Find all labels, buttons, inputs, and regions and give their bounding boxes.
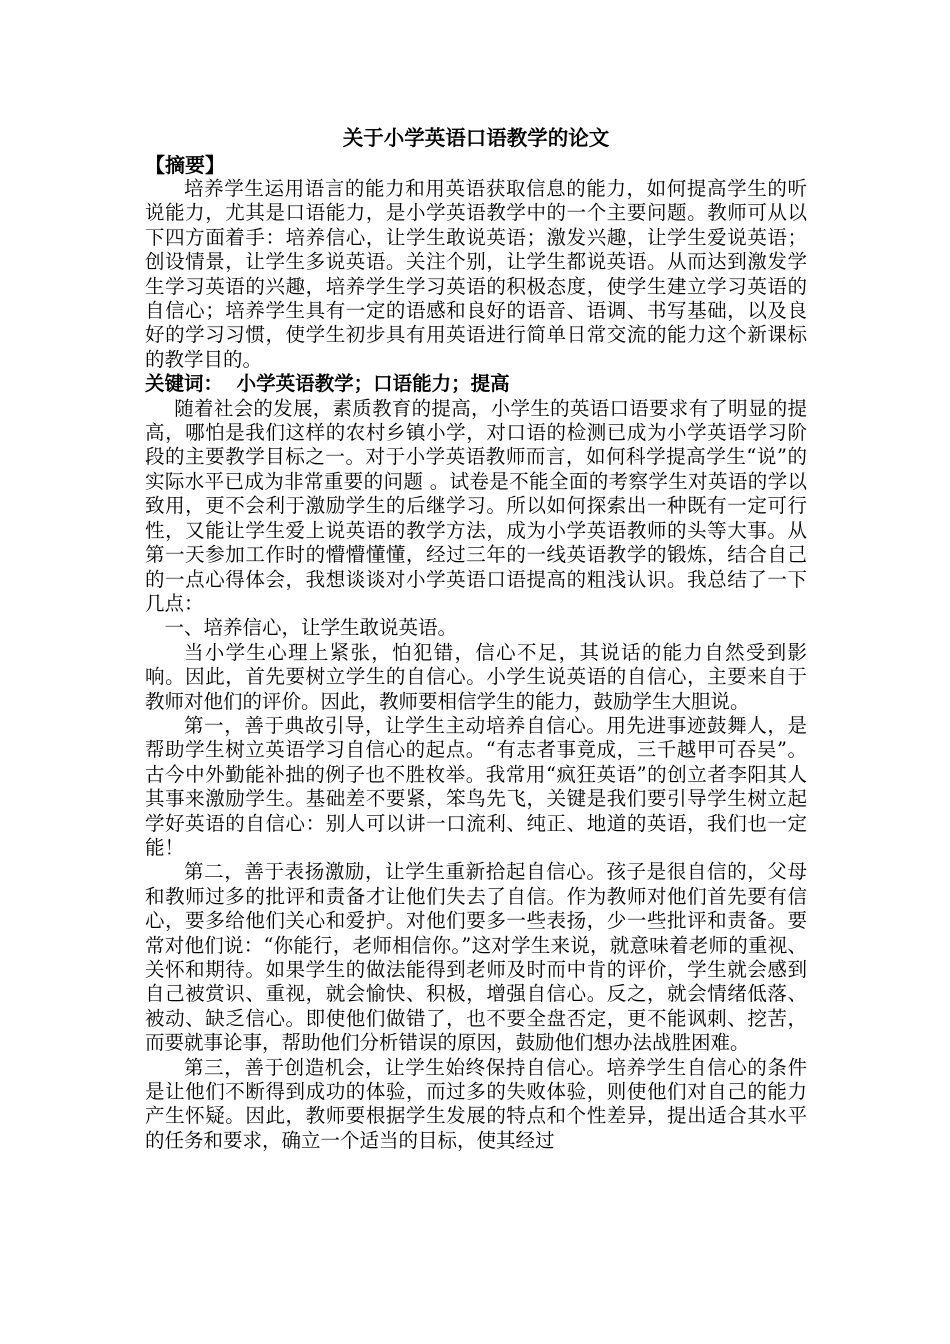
- document-title: 关于小学英语口语教学的论文: [342, 126, 610, 150]
- section-heading-1: 一、培养信心，让学生敢说英语。: [164, 616, 458, 640]
- point-1-paragraph: 第一，善于典故引导，让学生主动培养自信心。用先进事迹鼓舞人，是帮助学生树立英语学习自信心的起点。“有志者事竟成，三千越甲可吞吴”。古今中外勤能补拙的例子也不胜枚举。我常用“疯狂英语”的创立者李阳其人其事来激励学生。基础差不要紧，笨鸟先飞，关键是我们要引导学生树立起学好英语的自信心：别人可以讲一口流利、纯正、地道的英语，我们也一定能！: [145, 713, 807, 859]
- abstract-paragraph: 培养学生运用语言的能力和用英语获取信息的能力，如何提高学生的听说能力，尤其是口语能力，是小学英语教学中的一个主要问题。教师可从以下四方面着手：培养信心，让学生敢说英语；激发兴趣，让学生爱说英语；创设情景，让学生多说英语。关注个别，让学生都说英语。从而达到激发学生学习英语的兴趣，培养学生学习英语的积极态度，使学生建立学习英语的自信心；培养学生具有一定的语感和良好的语音、语调、书写基础，以及良好的学习习惯，使学生初步具有用英语进行简单日常交流的能力这个新课标的教学目的。: [145, 177, 807, 371]
- document-body: [145, 123, 807, 1153]
- keywords-line: [145, 372, 807, 396]
- point-3-paragraph: 第三，善于创造机会，让学生始终保持自信心。培养学生自信心的条件是让他们不断得到成功的体验，而过多的失败体验，则使他们对自己的能力产生怀疑。因此，教师要根据学生发展的特点和个性差异，提出适合其水平的任务和要求，确立一个适当的目标，使其经过: [145, 1055, 807, 1152]
- keywords-value: 小学英语教学；口语能力；提高: [236, 372, 510, 396]
- abstract-heading: 【摘要】: [145, 153, 225, 177]
- keywords-label: 关键词：: [145, 372, 224, 396]
- point-2-paragraph: 第二，善于表扬激励，让学生重新拾起自信心。孩子是很自信的，父母和教师过多的批评和责备才让他们失去了自信。作为教师对他们首先要有信心，要多给他们关心和爱护。对他们要多一些表扬，少一些批评和责备。要常对他们说：“你能行，老师相信你。”这对学生来说，就意味着老师的重视、关怀和期待。如果学生的做法能得到老师及时而中肯的评价，学生就会感到自己被赏识、重视，就会愉快、积极，增强自信心。反之，就会情绪低落、被动、缺乏信心。即使他们做错了，也不要全盘否定，更不能讽刺、挖苦，而要就事论事，帮助他们分析错误的原因，鼓励他们想办法战胜困难。: [145, 860, 807, 1055]
- intro-paragraph: 随着社会的发展，素质教育的提高，小学生的英语口语要求有了明显的提高，哪怕是我们这样的农村乡镇小学，对口语的检测已成为小学英语学习阶段的主要教学目标之一。对于小学英语教师而言，如何科学提高学生“说”的实际水平已成为非常重要的问题 。试卷是不能全面的考察学生对英语的学以致用，更不会利于激励学生的后继学习。所以如何探索出一种既有一定可行性，又能让学生爱上说英语的教学方法，成为小学英语教师的头等大事。从第一天参加工作时的懵懵懂懂，经过三年的一线英语教学的锻炼，结合自己的一点心得体会，我想谈谈对小学英语口语提高的粗浅认识。我总结了一下几点：: [145, 396, 807, 615]
- section1-intro-paragraph: 当小学生心理上紧张，怕犯错，信心不足，其说话的能力自然受到影响。因此，首先要树立学生的自信心。小学生说英语的自信心，主要来自于教师对他们的评价。因此，教师要相信学生的能力，鼓励学生大胆说。: [145, 640, 807, 713]
